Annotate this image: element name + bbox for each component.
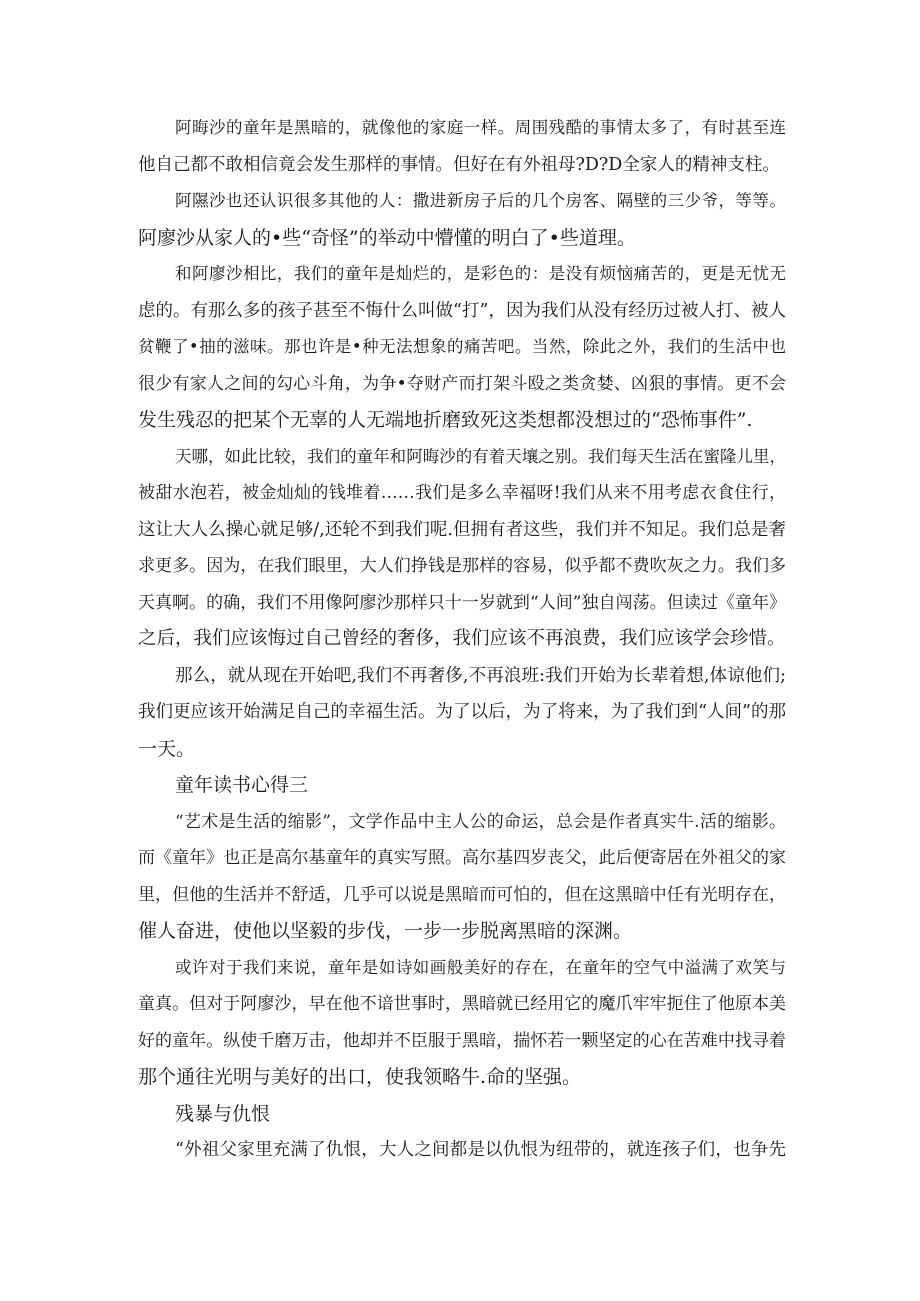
- text-line: 天哪，如此比较，我们的童年和阿晦沙的有着天壤之别。我们每天生活在蜜隆儿里，: [175, 446, 786, 466]
- text-line: 阿隰沙也还认识很多其他的人：撒进新房子后的几个房客、隔壁的三少爷，等等。: [175, 191, 786, 210]
- text-line: 而《童年》也正是高尔基童年的真实写照。高尔基四岁丧父，此后便寄居在外祖父的家: [138, 848, 786, 868]
- text-line: 阿廖沙从家人的•些“奇怪”的举动中懵懂的明白了•些道理。: [138, 226, 636, 249]
- text-line: 催人奋进，使他以坚毅的步伐，一步一步脱离黑暗的深渊。: [138, 920, 633, 942]
- text-line: “外祖父家里充满了仇恨，大人之间都是以仇恨为纽带的，就连孩子们，也争先: [175, 1140, 786, 1160]
- text-line: 发生残忍的把某个无辜的人无端地折磨致死这类想都没想过的“恐怖事件”.: [138, 409, 753, 431]
- document-body: [138, 110, 786, 1169]
- text-line: 残暴与仇恨: [175, 1102, 271, 1125]
- text-line: 阿晦沙的童年是黑暗的，就像他的家庭一样。周围残酷的事情太多了，有时甚至连: [175, 118, 786, 137]
- text-line: 和阿廖沙相比，我们的童年是灿烂的，是彩色的：是没有烦恼痛苦的，更是无忧无: [175, 264, 786, 283]
- text-line: 之后，我们应该悔过自己曾经的奢侈，我们应该不再浪费，我们应该学会珍惜。: [138, 628, 786, 649]
- text-line: 求更多。因为，在我们眼里，大人们挣钱是那样的容易，似乎都不费吹灰之力。我们多: [138, 556, 786, 576]
- text-line: 被甜水泡若，被金灿灿的钱堆着……我们是多么幸福呀!我们从来不用考虑衣食住行，: [138, 483, 786, 503]
- text-line: 好的童年。纵使千磨万击，他却并不臣服于黑暗，揣怀若一颗坚定的心在苦难中找寻着: [138, 1030, 786, 1051]
- text-line: 一天。: [138, 737, 196, 760]
- text-line: 他自己都不敢相信竟会发生那样的事情。但好在有外祖母?D?D全家人的精神支柱。: [138, 154, 780, 175]
- text-line: 很少有家人之间的勾心斗角，为争•夺财产而打架斗殴之类贪婪、凶狠的事情。更不会: [138, 373, 786, 394]
- text-line: 童年读书心得三: [175, 774, 309, 796]
- text-line: 这让大人么操心就足够/,还轮不到我们呢.但拥有者这些，我们并不知足。我们总是奢: [138, 519, 786, 540]
- text-line: “艺术是生活的缩影”，文学作品中主人公的命运，总会是作者真实牛.活的缩影。: [175, 811, 786, 832]
- text-line: 我们更应该开始满足自己的幸福生活。为了以后，为了将来，为了我们到“人间”的那: [138, 702, 786, 722]
- text-line: 天真啊。的确，我们不用像阿廖沙那样只十一岁就到“人间”独自闯荡。但读过《童年》: [138, 592, 786, 613]
- text-line: 里，但他的生活并不舒适，几乎可以说是黑暗而可怕的，但在这黑暗中任有光明存在，: [138, 884, 786, 905]
- text-line: 或许对于我们来说，童年是如诗如画般美好的存在，在童年的空气中溢满了欢笑与: [175, 957, 786, 977]
- text-line: 那么，就从现在开始吧,我们不再奢侈,不再浪班:我们开始为长辈着想,体谅他们;: [175, 665, 786, 686]
- text-line: 童真。但对于阿廖沙，早在他不谙世事时，黑暗就已经用它的魔爪牢牢扼住了他原本美: [138, 994, 786, 1014]
- text-line: 虑的。有那么多的孩子甚至不悔什么叫做“打”，因为我们从没有经历过被人打、被人: [138, 300, 786, 321]
- text-line: 贫鞭了•抽的滋味。那也许是•种无法想象的痛苦吧。当然，除此之外，我们的生活中也: [138, 337, 786, 356]
- text-line: 那个通往光明与美好的出口，使我领略牛.命的坚强。: [138, 1066, 582, 1088]
